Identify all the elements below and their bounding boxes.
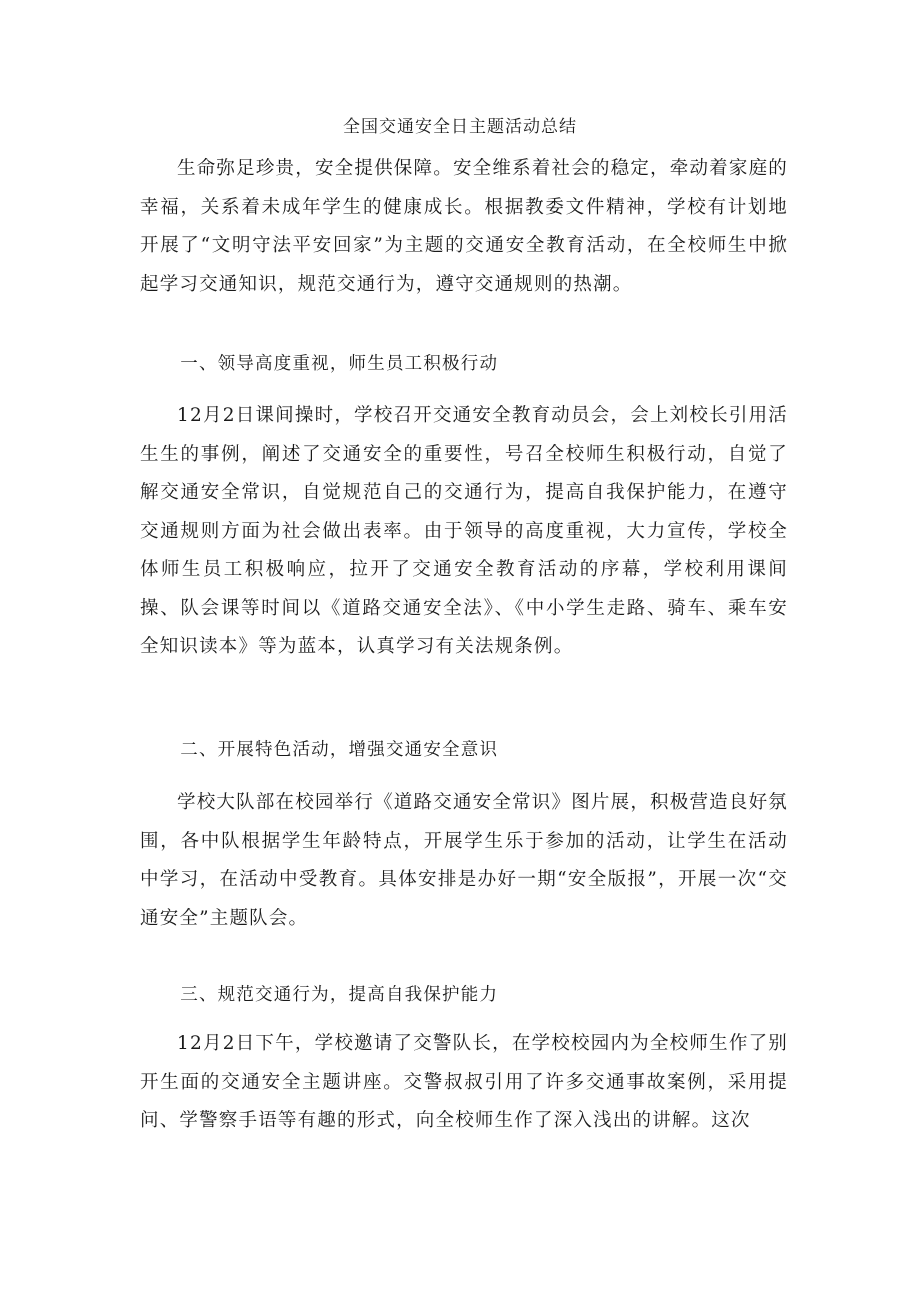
section-3-paragraph: 12月2日下午，学校邀请了交警队长，在学校校园内为全校师生作了别开生面的交通安全主题讲座。交警叔叔引用了许多交通事故案例，采用提问、学警察手语等有趣的形式，向全校师生作了深入浅出的讲解。这次: [140, 1033, 788, 1131]
section-heading-3: 三、规范交通行为，提高自我保护能力: [180, 985, 499, 1005]
section-heading-2: 二、开展特色活动，增强交通安全意识: [180, 740, 499, 760]
section-2-paragraph: 学校大队部在校园举行《道路交通安全常识》图片展，积极营造良好氛围，各中队根据学生年龄特点，开展学生乐于参加的活动，让学生在活动中学习，在活动中受教育。具体安排是办好一期“安全版报”，开展一次“交通安全”主题队会。: [140, 792, 788, 929]
document-title: 全国交通安全日主题活动总结: [343, 117, 577, 137]
section-heading-1: 一、领导高度重视，师生员工积极行动: [180, 354, 499, 374]
intro-paragraph: 生命弥足珍贵，安全提供保障。安全维系着社会的稳定，牵动着家庭的幸福，关系着未成年学生的健康成长。根据教委文件精神，学校有计划地开展了“文明守法平安回家”为主题的交通安全教育活动，在全校师生中掀起学习交通知识，规范交通行为，遵守交通规则的热潮。: [140, 158, 788, 295]
section-1-paragraph: 12月2日课间操时，学校召开交通安全教育动员会，会上刘校长引用活生生的事例，阐述了交通安全的重要性，号召全校师生积极行动，自觉了解交通安全常识，自觉规范自己的交通行为，提高自我保护能力，在遵守交通规则方面为社会做出表率。由于领导的高度重视，大力宣传，学校全体师生员工积极响应，拉开了交通安全教育活动的序幕，学校利用课间操、队会课等时间以《道路交通安全法》、《中小学生走路、骑车、乘车安全知识读本》等为蓝本，认真学习有关法规条例。: [140, 405, 788, 657]
